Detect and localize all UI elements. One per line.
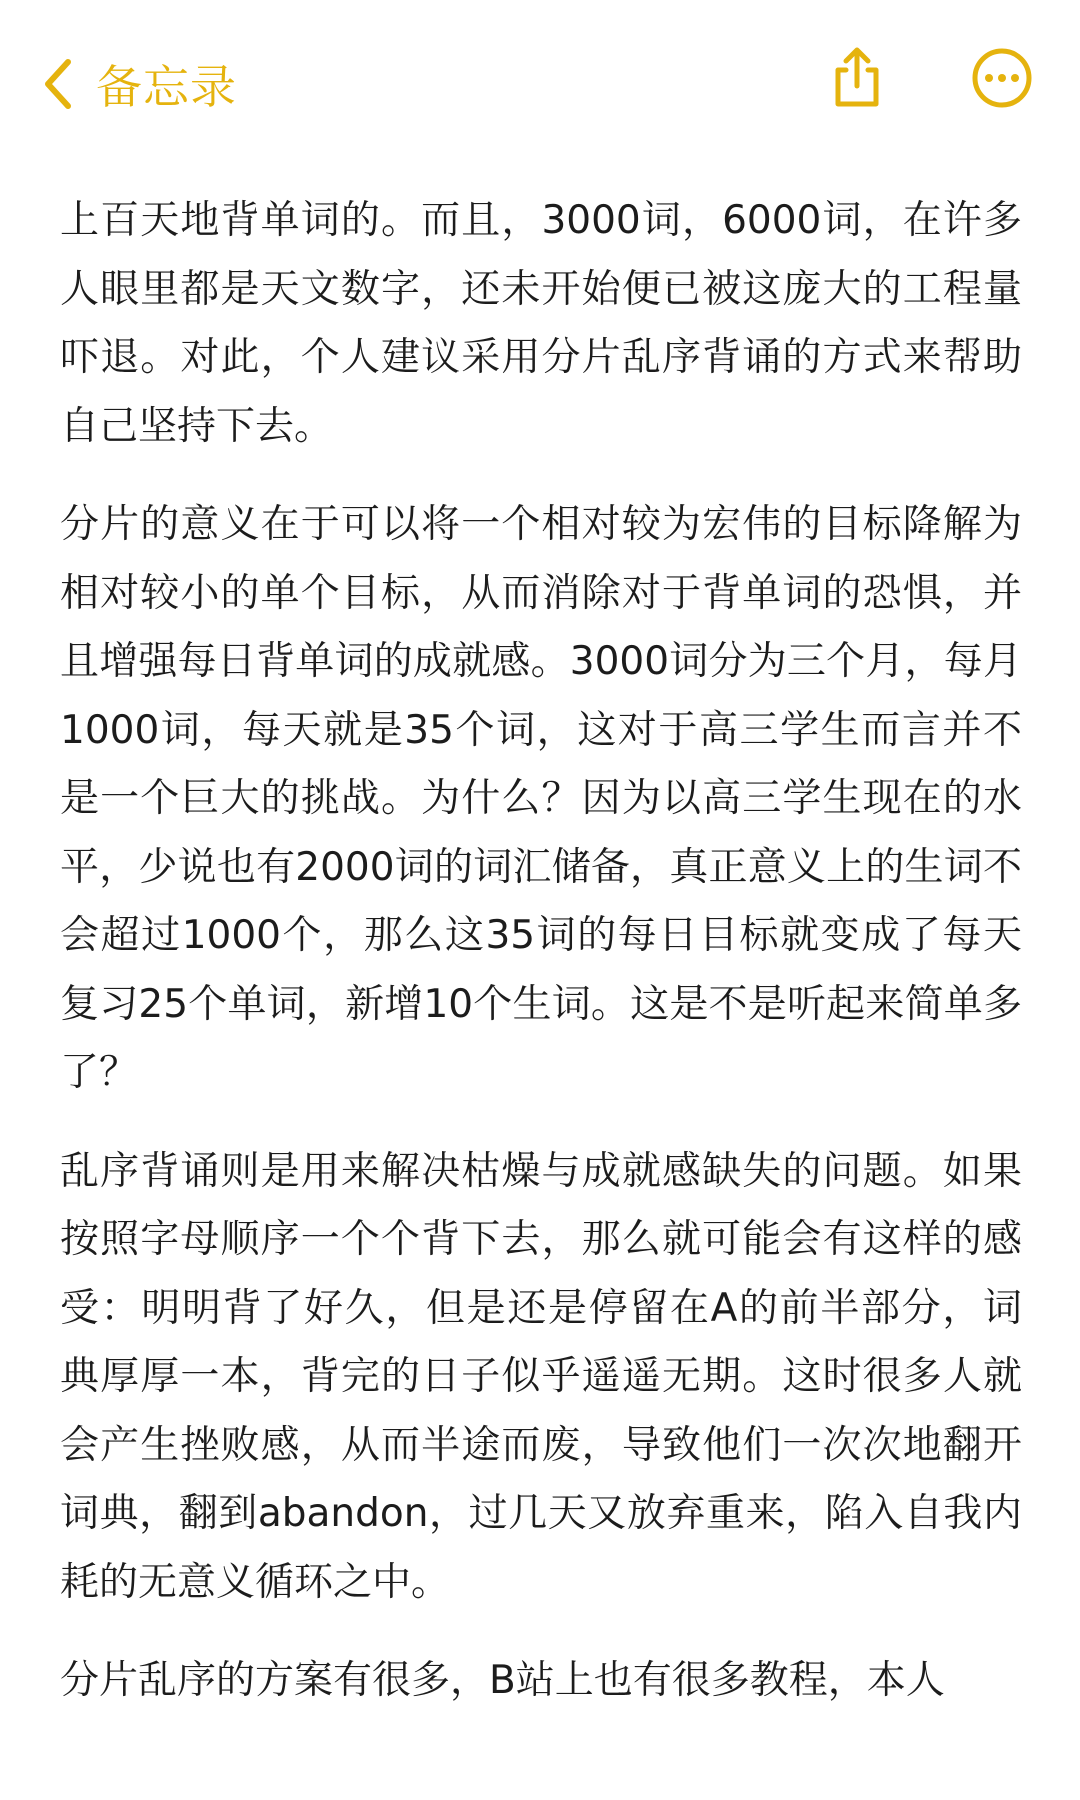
note-body[interactable] [60,187,1022,1746]
share-icon [830,46,884,110]
note-paragraph-3: 乱序背诵则是用来解决枯燥与成就感缺失的问题。如果按照字母顺序一个个背下去，那么就可能会有这样的感受：明明背了好久，但是还是停留在A的前半部分，词典厚厚一本，背完的日子似乎遥遥无期。这时很多人就会产生挫败感，从而半途而废，导致他们一次次地翻开词典，翻到abandon，过几天又放弃重来，陷入自我内耗的无意义循环之中。 [60,1148,1022,1605]
note-paragraph-2: 分片的意义在于可以将一个相对较为宏伟的目标降解为相对较小的单个目标，从而消除对于背单词的恐惧，并且增强每日背单词的成就感。3000词分为三个月，每月1000词，每天就是35个词，这对于高三学生而言并不是一个巨大的挑战。为什么？因为以高三学生现在的水平，少说也有2000词的词汇储备，真正意义上的生词不会超过1000个，那么这35词的每日目标就变成了每天复习25个单词，新增10个生词。这是不是听起来简单多了？ [60,502,1022,1095]
back-button[interactable] [40,44,237,124]
more-button[interactable] [962,38,1042,118]
note-paragraph-4: 分片乱序的方案有很多，B站上也有很多教程，本人 [60,1658,945,1703]
share-button[interactable] [817,38,897,118]
back-button-label: 备忘录 [96,60,237,114]
chevron-left-icon [40,56,76,112]
note-paragraph-1: 上百天地背单词的。而且，3000词，6000词，在许多人眼里都是天文数字，还未开始便已被这庞大的工程量吓退。对此，个人建议采用分片乱序背诵的方式来帮助自己坚持下去。 [60,198,1022,449]
ellipsis-circle-icon [971,47,1033,109]
navigation-bar [0,0,1080,170]
